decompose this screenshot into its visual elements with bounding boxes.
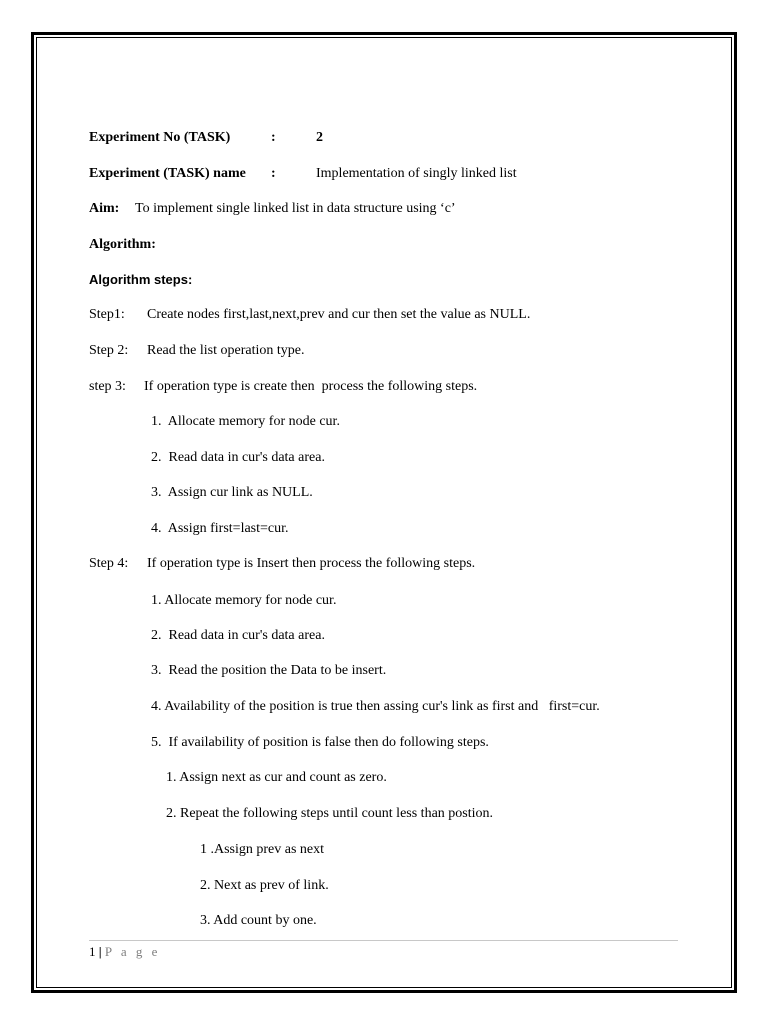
step-4-sub-item: 2. Repeat the following steps until count less than postion. xyxy=(166,806,494,821)
step-3-text: If operation type is create then process the following steps. xyxy=(144,379,478,394)
step-2-label: Step 2: xyxy=(89,343,129,358)
page-separator: | xyxy=(98,944,102,959)
aim-text: To implement single linked list in data structure using ‘c’ xyxy=(135,201,456,216)
step-4-subsub-item: 2. Next as prev of link. xyxy=(200,878,329,893)
experiment-number-colon: : xyxy=(271,130,276,145)
step-3-item: 2. Read data in cur's data area. xyxy=(151,450,325,465)
footer-rule xyxy=(89,940,678,941)
algorithm-heading: Algorithm: xyxy=(89,237,156,252)
step-3-item: 1. Allocate memory for node cur. xyxy=(151,414,340,429)
step-4-item: 2. Read data in cur's data area. xyxy=(151,628,325,643)
aim-label: Aim: xyxy=(89,201,120,216)
algorithm-steps-heading: Algorithm steps: xyxy=(89,272,193,287)
experiment-number-value: 2 xyxy=(316,130,323,145)
step-2-text: Read the list operation type. xyxy=(147,343,305,358)
page-word: P a g e xyxy=(104,944,161,959)
page-footer xyxy=(89,944,160,960)
experiment-number-label: Experiment No (TASK) xyxy=(89,130,231,145)
step-3-label: step 3: xyxy=(89,379,126,394)
experiment-name-colon: : xyxy=(271,166,276,181)
step-4-item: 3. Read the position the Data to be insert. xyxy=(151,663,387,678)
step-4-sub-item: 1. Assign next as cur and count as zero. xyxy=(166,770,387,785)
step-3-item: 3. Assign cur link as NULL. xyxy=(151,485,313,500)
experiment-name-label: Experiment (TASK) name xyxy=(89,166,246,181)
step-4-label: Step 4: xyxy=(89,556,129,571)
step-1-label: Step1: xyxy=(89,307,125,322)
step-1-text: Create nodes first,last,next,prev and cur then set the value as NULL. xyxy=(147,307,531,322)
step-4-item: 1. Allocate memory for node cur. xyxy=(151,593,337,608)
step-4-item: 4. Availability of the position is true then assing cur's link as first and first=cur. xyxy=(151,699,600,714)
step-4-text: If operation type is Insert then process the following steps. xyxy=(147,556,476,571)
page-number: 1 xyxy=(89,944,96,959)
experiment-name-value: Implementation of singly linked list xyxy=(316,166,517,181)
step-4-subsub-item: 3. Add count by one. xyxy=(200,913,317,928)
step-4-item: 5. If availability of position is false then do following steps. xyxy=(151,735,489,750)
step-4-subsub-item: 1 .Assign prev as next xyxy=(200,842,325,857)
step-3-item: 4. Assign first=last=cur. xyxy=(151,521,289,536)
